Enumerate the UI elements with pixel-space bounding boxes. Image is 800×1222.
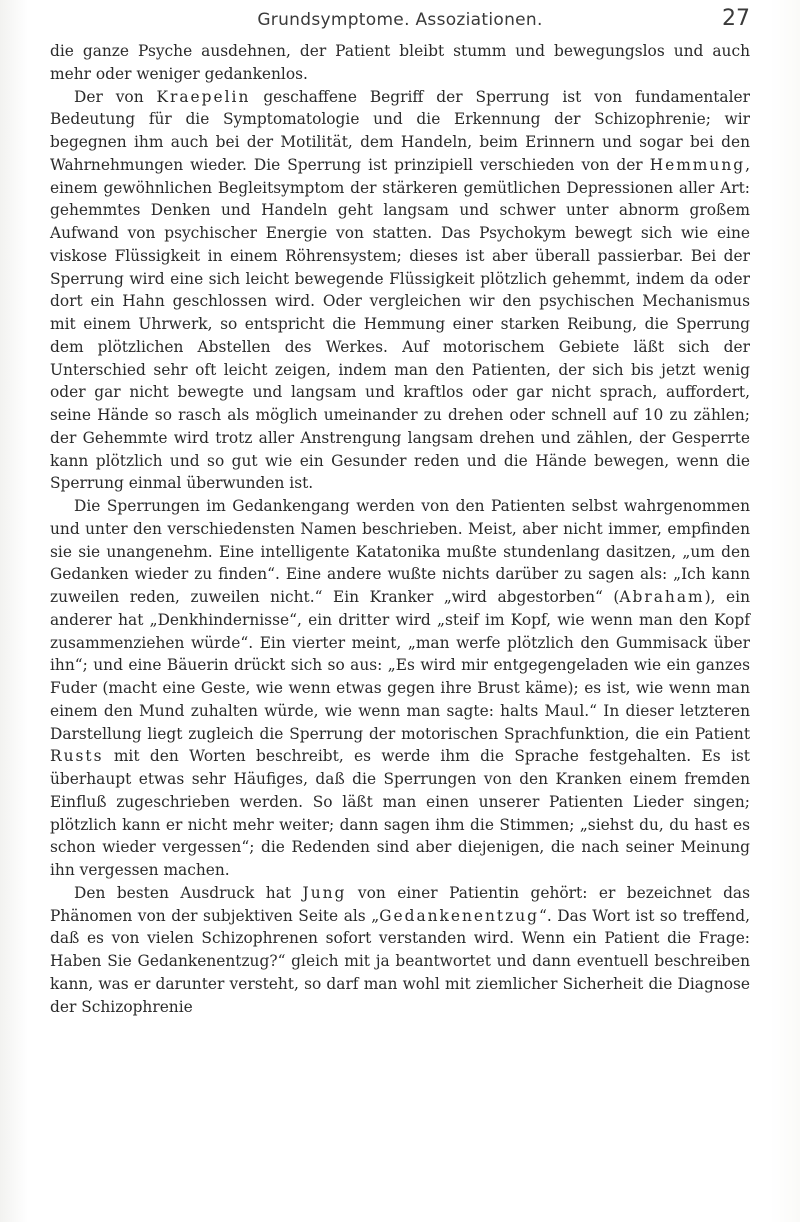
paragraph-text: mit den Worten beschreibt, es werde ihm die Sprache festgehalten. Es ist überhaupt etwas sehr Häufiges, daß die Sperrungen von den Kranken einem fremden Einfluß zugeschrieben werden. So läßt man einen unserer Patienten Lieder singen; plötzlich kann er nicht mehr weiter; dann sagen ihm die Stimmen; „siehst du, du hast es schon wieder vergessen“; die Redenden sind aber diejenigen, die nach seiner Meinung ihn vergessen machen.: [50, 747, 750, 879]
paragraph-gedankenentzug: [50, 882, 750, 1019]
paragraph-sperrung: [50, 86, 750, 496]
text-body: [50, 40, 750, 1018]
term-hemmung: Hemmung: [649, 155, 746, 174]
paragraph-continuation: [50, 40, 750, 86]
running-head: [50, 6, 750, 36]
paragraph-text: Der von: [74, 87, 157, 106]
author-name-abraham: Abraham: [619, 588, 705, 606]
paragraph-gedankengang: [50, 495, 750, 882]
paragraph-text: geschaffene Begriff der Sperrung ist von fundamentaler Bedeutung für die Symptomatologie und die Erkennung der Schizophrenie; wir begegnen ihm auch bei der Motilität, dem Handeln, beim Erinnern und sogar bei den Wahrnehmungen wieder. Die Sperrung ist prinzipiell verschieden von der: [50, 87, 750, 174]
author-name-rusts: Rusts: [50, 747, 104, 766]
paragraph-text: Den besten Ausdruck hat: [74, 883, 303, 902]
term-gedankenentzug: Gedankenentzug: [379, 906, 539, 925]
running-title: Grundsymptome. Assoziationen.: [257, 10, 543, 30]
paragraph-text: Die Sperrungen im Gedankengang werden von den Patienten selbst wahrgenommen und unter den verschiedensten Namen beschrieben. Meist, aber nicht immer, empfinden sie sie unangenehm. Eine intelligente Katatonika mußte stundenlang dasitzen, „um den Gedanken wieder zu finden“. Eine andere wußte nichts darüber zu sagen als: „Ich kann zuweilen reden, zuweilen nicht.“ Ein Kranker „wird abgestorben“ (: [50, 497, 750, 606]
paragraph-text: , einem gewöhnlichen Begleitsymptom der stärkeren gemütlichen Depressionen aller Art: gehemmtes Denken und Handeln geht langsam und schwer unter abnorm großem Aufwand von psychischer Energie von statten. Das Psychokym bewegt sich wie eine viskose Flüssigkeit in einem Röhrensystem; dieses ist aber überall passierbar. Bei der Sperrung wird eine sich leicht bewegende Flüssigkeit plötzlich gehemmt, indem da oder dort ein Hahn geschlossen wird. Oder vergleichen wir den psychischen Mechanismus mit einem Uhrwerk, so entspricht die Hemmung einer starken Reibung, die Sperrung dem plötzlichen Abstellen des Werkes. Auf motorischem Gebiete läßt sich der Unterschied sehr oft leicht zeigen, indem man den Patienten, der sich bis jetzt wenig oder gar nicht bewegte und langsam und kraftlos oder gar nicht sprach, auffordert, seine Hände so rasch als möglich umeinander zu drehen oder schnell auf 10 zu zählen; der Gehemmte wird trotz aller Anstrengung langsam drehen und zählen, der Gesperrte kann plötzlich und so gut wie ein Gesunder reden und die Hände bewegen, wenn die Sperrung einmal überwunden ist.: [50, 155, 750, 493]
page-number: 27: [722, 6, 750, 31]
paragraph-text: von einer Patientin gehört: er bezeichnet das Phänomen von der subjektiven Seite als „: [50, 883, 750, 925]
paragraph-text: ), ein anderer hat „Denkhindernisse“, ein dritter wird „steif im Kopf, wie wenn man den Kopf zusammenziehen würde“. Ein vierter meint, „man werfe plötzlich den Gummisack über ihn“; und eine Bäuerin drückt sich so aus: „Es wird mir entgegengeladen wie ein ganzes Fuder (macht eine Geste, wie wenn etwas gegen ihre Brust käme); es ist, wie wenn man einem den Mund zuhalten würde, wie wenn man sagte: halts Maul.“ In dieser letzteren Darstellung liegt zugleich die Sperrung der motorischen Sprachfunktion, die ein Patient: [50, 588, 750, 743]
paragraph-text: “. Das Wort ist so treffend, daß es von vielen Schizophrenen sofort verstanden wird. Wenn ein Patient die Frage: Haben Sie Gedankenentzug?“ gleich mit ja beantwortet und dann eventuell beschreiben kann, was er darunter versteht, so darf man wohl mit ziemlicher Sicherheit die Diagnose der Schizophrenie: [50, 906, 750, 1016]
author-name-kraepelin: Kraepelin: [156, 87, 251, 106]
paragraph-text: die ganze Psyche ausdehnen, der Patient bleibt stumm und bewegungslos und auch mehr oder weniger gedankenlos.: [50, 42, 750, 83]
author-name-jung: Jung: [302, 883, 347, 902]
